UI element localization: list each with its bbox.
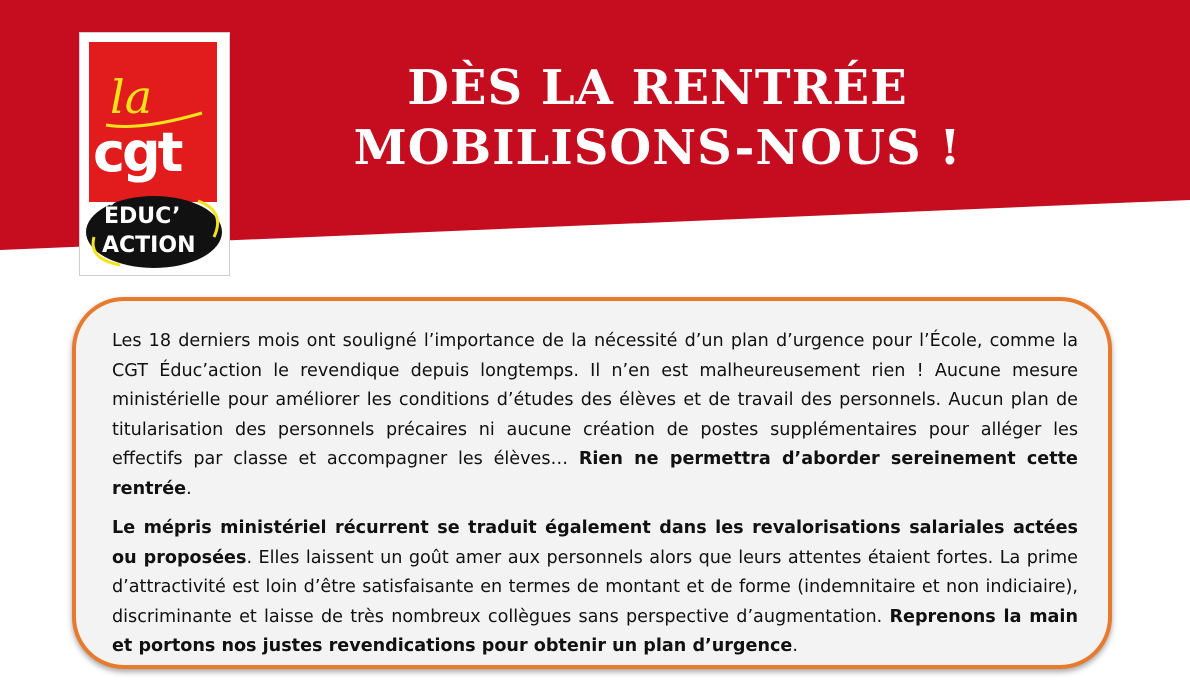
logo-cgt-text: cgt	[93, 121, 181, 184]
headline-line-1: DÈS LA RENTRÉE	[407, 60, 908, 116]
p2-text: . Elles laissent un goût amer aux personnels alors que leurs attentes étaient fortes. La prime d’attractivité est loin d’être satisfaisante en termes de montant et de forme (indemnitaire et non indiciaire), discriminante et laisse de très nombreux collègues sans perspective d’augmentation.	[112, 547, 1078, 627]
p1-bold: Rien ne permettra d’aborder sereinement cette rentrée	[112, 449, 1078, 499]
logo-badge-line1: ÉDUC’	[104, 204, 181, 229]
logo-script-la: la	[110, 70, 153, 124]
p2-end: .	[792, 636, 798, 656]
headline	[300, 58, 1015, 178]
p2-bold: Le mépris ministériel récurrent se traduit également dans les revalorisations salariales actées ou proposées	[112, 518, 1078, 568]
paragraph-1	[112, 327, 1078, 504]
paragraph-2	[112, 514, 1078, 662]
headline-line-2: MOBILISONS-NOUS !	[353, 120, 962, 176]
p2-bold-2: Reprenons la main et portons nos justes revendications pour obtenir un plan d’urgence	[112, 606, 1078, 656]
p1-text: Les 18 derniers mois ont souligné l’importance de la nécessité d’un plan d’urgence pour l’École, comme la CGT Éduc’action le revendique depuis longtemps. Il n’en est malheureusement rien ! Aucune mesure ministérielle pour améliorer les conditions d’études des élèves et de travail des personnels. Aucun plan de titularisation des personnels précaires ni aucune création de postes supplémentaires pour alléger les effectifs par classe et accompagner les élèves…	[112, 331, 1078, 469]
p1-end: .	[186, 478, 192, 499]
text-callout-box	[72, 297, 1112, 669]
logo-badge-line2: ACTION	[102, 233, 196, 258]
cgt-educaction-logo	[79, 32, 230, 276]
